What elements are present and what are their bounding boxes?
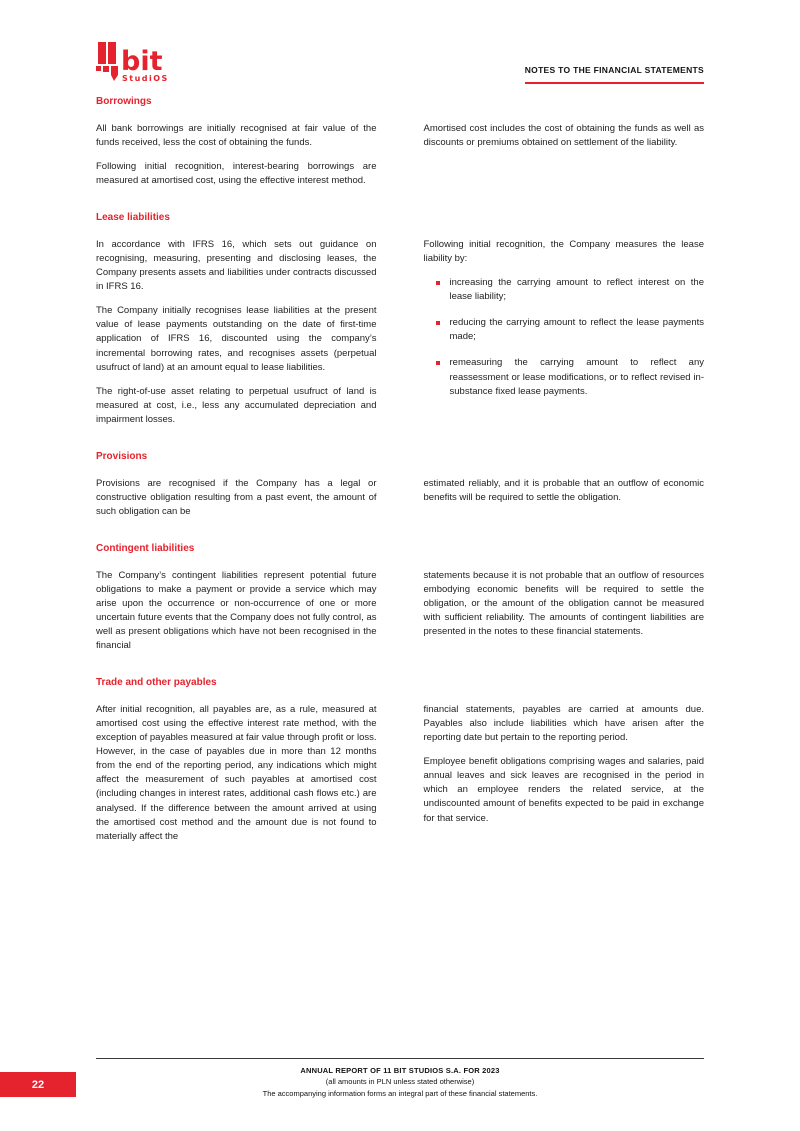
section-heading-borrowings: Borrowings (96, 96, 152, 107)
right-column (424, 122, 705, 188)
paragraph: Following initial recognition, the Company measures the lease liability by: (423, 239, 704, 265)
list-item (424, 276, 705, 304)
section-trade-and-other-payables (96, 677, 704, 843)
right-column (424, 238, 705, 427)
footer-text (96, 1065, 704, 1099)
section-heading-provisions: Provisions (96, 450, 148, 462)
footer-report-title: ANNUAL REPORT OF 11 BIT STUDIOS S.A. FOR 2023 (300, 1066, 500, 1075)
left-column (96, 569, 377, 653)
section-borrowings (96, 96, 704, 188)
section-lease-liabilities (96, 212, 704, 427)
paragraph: After initial recognition, all payables are, as a rule, measured at amortised cost using the effective interest rate method, with the exception of payables measured at fair value through profit or loss. However, in the case of payables due in more than 12 months from the end of the reporting period, any indications which might affect the measurement of such payables at amortised cost (including changes in interest rates, additional cash flows etc.) are analysed. If the difference between the amount arrived at using the amortised cost method and the amount due is not found to materially affect the (96, 704, 377, 842)
section-heading-trade-and-other-payables: Trade and other payables (96, 677, 217, 689)
page-number-badge: 22 (0, 1072, 76, 1097)
page-content (96, 96, 704, 868)
right-column (424, 477, 705, 519)
company-logo (96, 40, 186, 84)
paragraph: Provisions are recognised if the Company has a legal or constructive obligation resulting from a past event, the amount of such obligation can be (96, 477, 377, 517)
list-item (424, 316, 705, 344)
footer-divider (96, 1058, 704, 1059)
paragraph: The Company initially recognises lease liabilities at the present value of lease payments outstanding on the date of first-time application of IFRS 16, discounted using the company’s incremental borrowing rates, and recognises assets (perpetual usufruct of land) at an amount equal to lease liabilities. (96, 305, 377, 373)
left-column (96, 703, 377, 843)
paragraph: financial statements, payables are carried at amounts due. Payables also include liabilities which have arisen after the reporting date but pertain to the reporting period. (423, 704, 704, 744)
footer-integral-note: The accompanying information forms an integral part of these financial statements. (262, 1088, 538, 1098)
paragraph: In accordance with IFRS 16, which sets out guidance on recognising, measuring, presenting and disclosing leases, the Company presents assets and liabilities under contracts discussed in IFRS 16. (96, 239, 377, 293)
logo-studios-text: StudiOS (122, 74, 169, 83)
logo-bit-text: bit (121, 46, 163, 77)
bullet-text: increasing the carrying amount to reflect interest on the lease liability; (449, 277, 704, 303)
bullet-text: remeasuring the carrying amount to reflect any reassessment or lease modifications, or to reflect revised in-substance fixed lease payments. (449, 357, 704, 397)
right-column (424, 569, 705, 653)
right-column (424, 703, 705, 843)
list-item (424, 356, 705, 398)
square-bullet-icon (436, 281, 440, 285)
paragraph: The right-of-use asset relating to perpetual usufruct of land is measured at cost, i.e., less any accumulated depreciation and impairment losses. (96, 385, 377, 425)
paragraph: statements because it is not probable that an outflow of resources embodying economic benefits will be required to settle the obligation, or the amount of the obligation cannot be measured with sufficient reliability. The amounts of contingent liabilities are presented in the notes to these financial statements. (423, 569, 704, 638)
section-heading-contingent-liabilities: Contingent liabilities (96, 542, 195, 554)
left-column (96, 238, 377, 427)
section-provisions (96, 451, 704, 519)
bullet-text: reducing the carrying amount to reflect the lease payments made; (449, 317, 704, 343)
paragraph: The Company’s contingent liabilities represent potential future obligations to make a payment or provide a service which may arise upon the occurrence or non-occurrence of one or more uncertain future events that the Company does not fully control, as well as present obligations which have not been recognised in the financial (96, 569, 377, 652)
square-bullet-icon (436, 361, 440, 365)
paragraph: Employee benefit obligations comprising wages and salaries, paid annual leaves and sick leaves are recognised in the period in which an employee renders the related service, at the undiscounted amount of benefits expected to be paid in exchange for that service. (423, 756, 704, 824)
paragraph: Amortised cost includes the cost of obtaining the funds as well as discounts or premiums obtained on settlement of the liability. (423, 123, 704, 149)
section-contingent-liabilities (96, 543, 704, 653)
paragraph: Following initial recognition, interest-bearing borrowings are measured at amortised cost, using the effective interest method. (96, 161, 377, 187)
square-bullet-icon (436, 321, 440, 325)
page-footer (0, 1058, 800, 1131)
eleven-bit-studios-logo-icon (96, 40, 186, 84)
left-column (96, 477, 377, 519)
left-column (96, 122, 377, 188)
section-heading-lease-liabilities: Lease liabilities (96, 212, 170, 224)
paragraph: estimated reliably, and it is probable that an outflow of economic benefits will be required to settle the obligation. (423, 477, 704, 503)
page-title: NOTES TO THE FINANCIAL STATEMENTS (525, 65, 704, 84)
page-header (96, 40, 704, 84)
paragraph: All bank borrowings are initially recognised at fair value of the funds received, less the cost of obtaining the funds. (96, 123, 377, 149)
footer-amounts-note: (all amounts in PLN unless stated otherwise) (325, 1077, 475, 1087)
